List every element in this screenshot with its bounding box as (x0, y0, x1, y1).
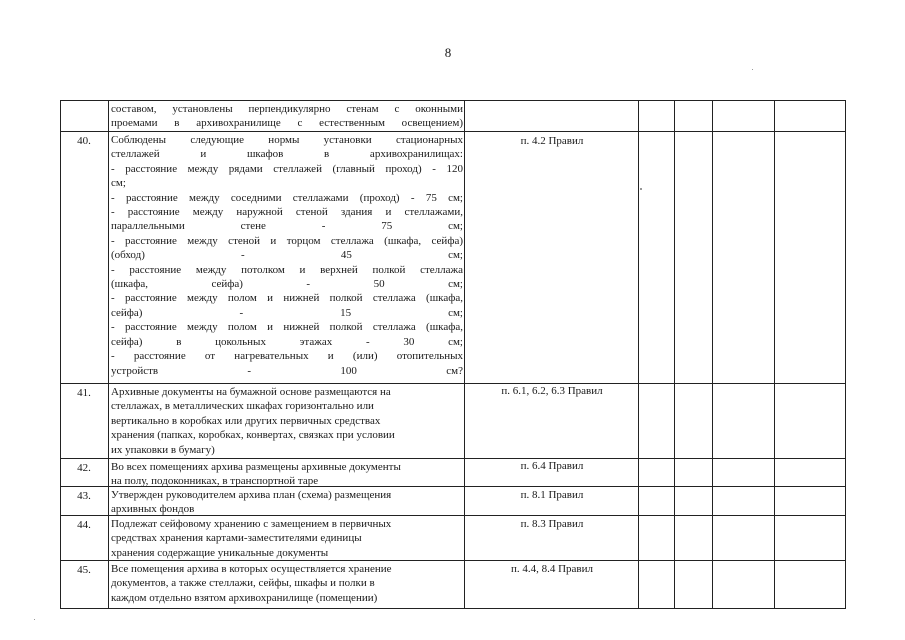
table-rule (60, 608, 846, 609)
row-text: Соблюдены следующие нормы установки стационарных стеллажей и шкафов в архивохранилищах: - расстояние между рядами стеллажей (главный проход) - 120 см; - расстояние между соседними стеллажами (проход) - 75 см; - расстояние между наружной стеной здания и стеллажами, параллельными стене - 75 см; - расстояние между стеной и торцом стеллажа (шкафа, сейфа) (обход) - 45 см; - расстояние между потолком и верхней полкой стеллажа (шкафа, сейфа) - 50 см; - расстояние между полом и нижней полкой стеллажа (шкафа, сейфа) - 15 см; - расстояние между полом и нижней полкой стеллажа (шкафа, сейфа) в цокольных этажах - 30 см; - расстояние от нагревательных и (или) отопительных устройств - 100 см? (111, 134, 463, 377)
row-text: Архивные документы на бумажной основе размещаются на стеллажах, в металлических шкафах горизонтально или вертикально в коробках или других первичных средствах хранения (папках, коробках, конвертах, связках при условии их упаковки в бумагу) (111, 386, 395, 456)
table-rule (60, 458, 846, 459)
row-basis: п. 8.1 Правил (520, 489, 584, 501)
table-rule (60, 383, 846, 384)
table-rule (464, 100, 465, 609)
row-text: Во всех помещениях архива размещены архивные документы на полу, подоконниках, в транспортной таре (111, 461, 401, 488)
row-number: 41. (77, 387, 91, 399)
row-basis: п. 8.3 Правил (520, 518, 584, 530)
row-text: составом, установлены перпендикулярно стенам с оконными проемами в архивохранилище с естественным освещением) (111, 103, 463, 130)
row-number: 40. (77, 135, 91, 147)
table-rule (108, 100, 109, 609)
row-number: 43. (77, 490, 91, 502)
row-basis: п. 4.4, 8.4 Правил (510, 563, 594, 575)
table-rule (774, 100, 775, 609)
checklist-table (60, 100, 846, 609)
row-text: Утвержден руководителем архива план (схема) размещения архивных фондов (111, 489, 392, 516)
row-basis: п. 6.1, 6.2, 6.3 Правил (501, 385, 603, 397)
table-rule (60, 100, 846, 101)
page-number: 8 (444, 45, 452, 60)
row-number: 42. (77, 462, 91, 474)
table-rule (60, 131, 846, 132)
row-text: Все помещения архива в которых осуществляется хранение документов, а также стеллажи, сейфы, шкафы и полки в каждом отдельно взятом архивохранилище (помещении) (111, 563, 392, 604)
table-rule (638, 100, 639, 609)
row-number: 45. (77, 564, 91, 576)
table-rule (845, 100, 846, 609)
scan-speck (640, 188, 642, 190)
row-basis: п. 6.4 Правил (520, 460, 584, 472)
table-rule (674, 100, 675, 609)
scan-speck (752, 69, 753, 70)
table-rule (60, 100, 61, 609)
row-text: Подлежат сейфовому хранению с замещением в первичных средствах хранения картами-заместителями единицы хранения содержащие уникальные документы (111, 518, 392, 559)
row-number: 44. (77, 519, 91, 531)
table-rule (712, 100, 713, 609)
row-basis: п. 4.2 Правил (520, 135, 584, 147)
scan-speck (34, 619, 35, 620)
